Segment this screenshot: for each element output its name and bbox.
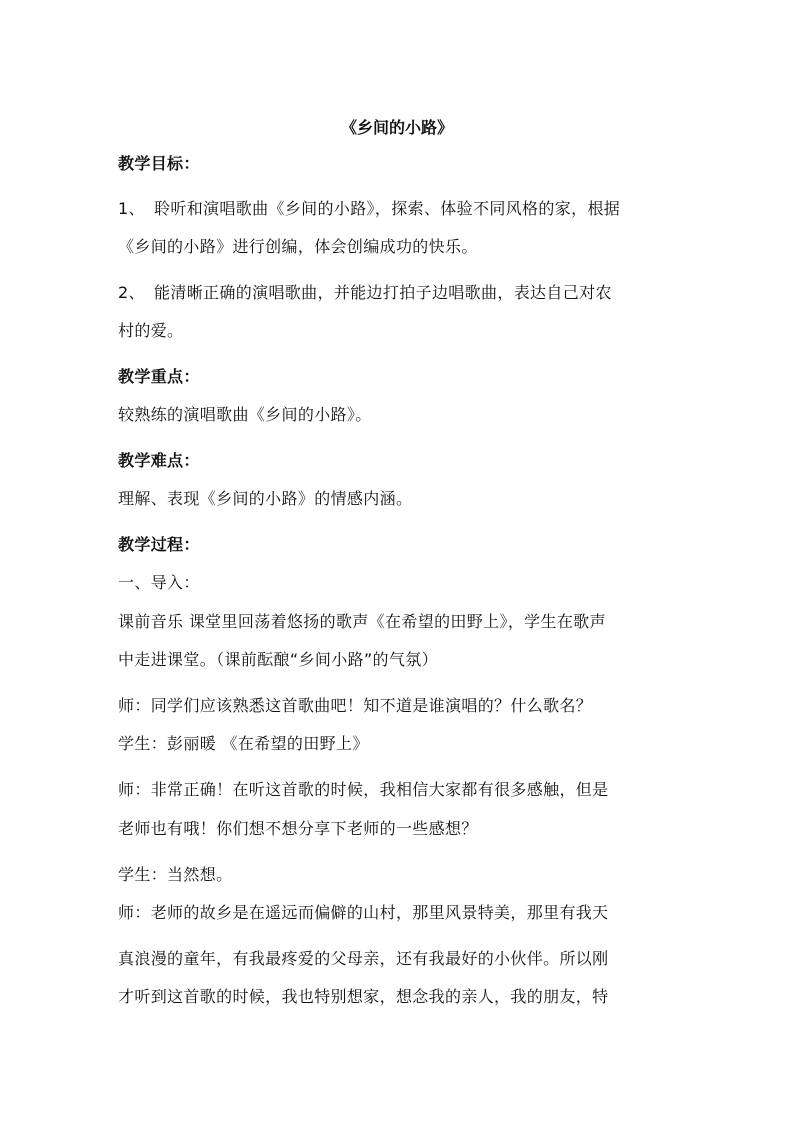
paragraph-line: 师：非常正确！在听这首歌的时候，我相信大家都有很多感触，但是 — [118, 780, 609, 799]
paragraph-line: 理解、表现《乡间的小路》的情感内涵。 — [118, 489, 413, 508]
paragraph-line: 才听到这首歌的时候，我也特别想家，想念我的亲人，我的朋友，特 — [118, 987, 609, 1006]
paragraph-line: 一、导入： — [118, 573, 200, 592]
section-heading: 教学难点： — [118, 451, 200, 470]
list-number: 2、 — [118, 283, 145, 302]
list-item-text: 聆听和演唱歌曲《乡间的小路》，探索、体验不同风格的家，根据 — [154, 199, 621, 218]
section-heading: 教学重点： — [118, 367, 200, 386]
list-item-text: 能清晰正确的演唱歌曲，并能边打拍子边唱歌曲，表达自己对农 — [154, 283, 612, 302]
paragraph-line: 老师也有哦！你们想不想分享下老师的一些感想？ — [118, 819, 478, 838]
paragraph-line: 师：老师的故乡是在遥远而偏僻的山村，那里风景特美，那里有我天 — [118, 903, 609, 922]
paragraph-line: 课前音乐 课堂里回荡着悠扬的歌声《在希望的田野上》，学生在歌声 — [118, 612, 606, 631]
paragraph-line: 学生：当然想。 — [118, 865, 233, 884]
numbered-list-item — [118, 282, 688, 304]
paragraph-line: 学生：彭丽暖 《在希望的田野上》 — [118, 734, 369, 753]
paragraph-line: 村的爱。 — [118, 321, 184, 340]
paragraph-line: 师：同学们应该熟悉这首歌曲吧！知不道是谁演唱的？什么歌名？ — [118, 696, 593, 715]
document-title: 《乡间的小路》 — [340, 118, 453, 137]
numbered-list-item — [118, 198, 688, 220]
paragraph-line: 中走进课堂。（课前酝酿“乡间小路”的气氛） — [118, 650, 438, 669]
section-heading: 教学过程： — [118, 535, 200, 554]
list-number: 1、 — [118, 199, 145, 218]
section-heading: 教学目标： — [118, 154, 200, 173]
paragraph-line: 真浪漫的童年，有我最疼爱的父母亲，还有我最好的小伙伴。所以刚 — [118, 949, 609, 968]
paragraph-line: 较熟练的演唱歌曲《乡间的小路》。 — [118, 405, 372, 424]
paragraph-line: 《乡间的小路》进行创编，体会创编成功的快乐。 — [118, 237, 478, 256]
